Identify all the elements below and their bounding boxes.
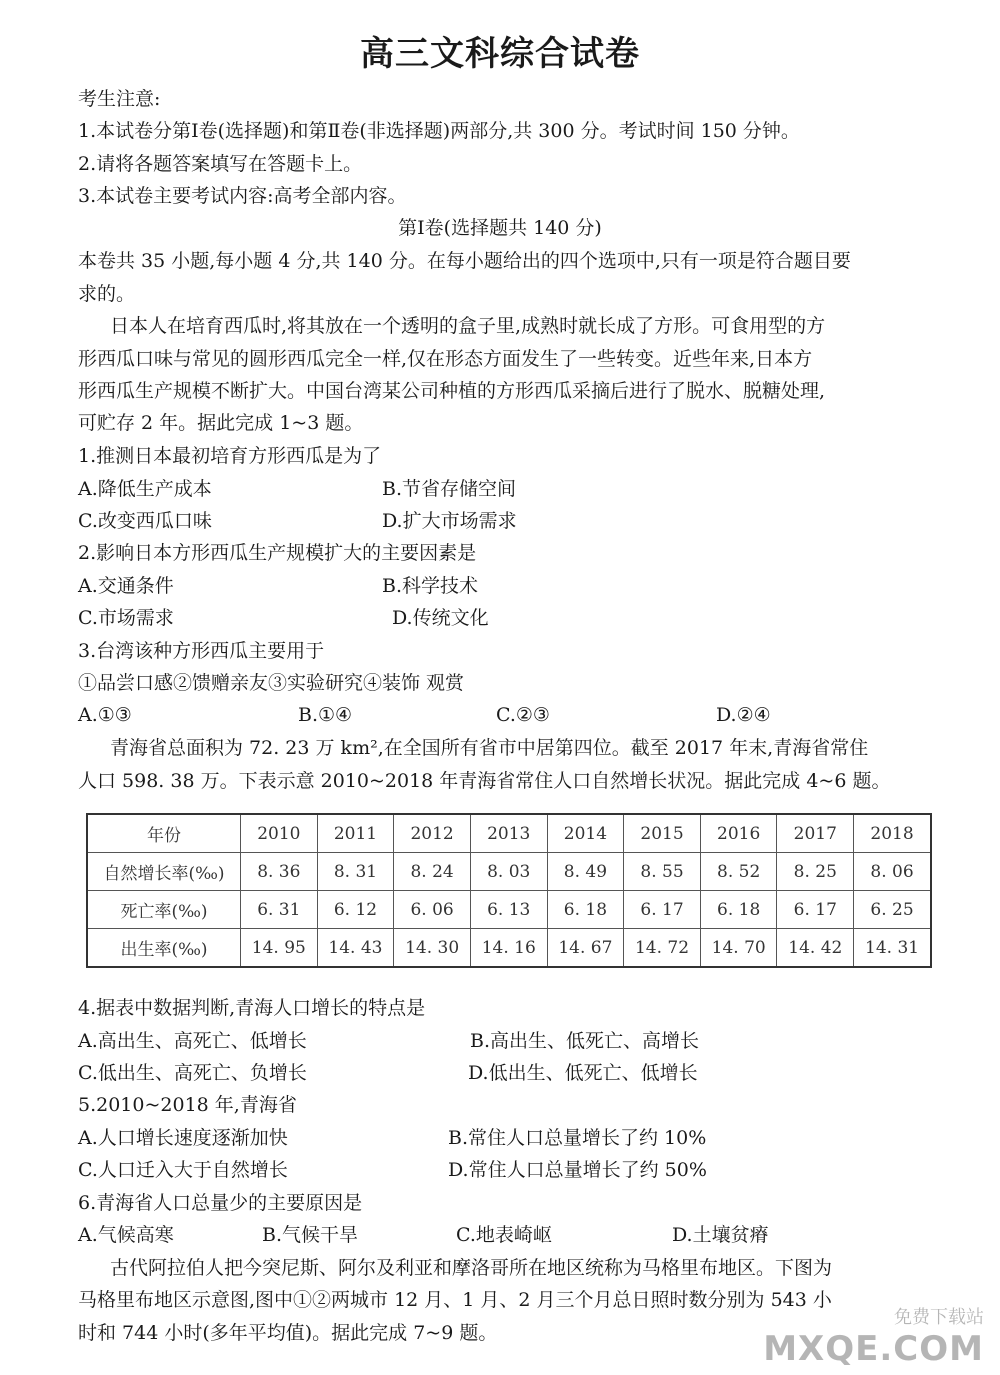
- question-stem: 4.据表中数据判断,青海人口增长的特点是: [78, 997, 426, 1019]
- section-heading: 第Ⅰ卷(选择题共 140 分): [398, 217, 602, 239]
- option-d[interactable]: D.传统文化: [392, 607, 489, 629]
- table-cell: 6. 06: [394, 891, 471, 929]
- passage-line: 可贮存 2 年。据此完成 1~3 题。: [78, 412, 364, 434]
- notice-item: 2.请将各题答案填写在答题卡上。: [78, 153, 363, 175]
- option-a[interactable]: A.①③: [78, 704, 132, 726]
- option-c[interactable]: C.市场需求: [78, 607, 174, 629]
- option-d[interactable]: D.②④: [716, 704, 771, 726]
- table-row-label: 自然增长率(‰): [87, 853, 241, 891]
- option-c[interactable]: C.人口迁入大于自然增长: [78, 1159, 288, 1181]
- watermark-domain: MXQE.COM: [763, 1329, 984, 1369]
- question-stem: 1.推测日本最初培育方形西瓜是为了: [78, 445, 382, 467]
- table-cell: 14. 31: [854, 929, 931, 968]
- watermark-subtitle: 免费下载站: [894, 1307, 984, 1328]
- table-row: [87, 853, 931, 891]
- passage-line: 古代阿拉伯人把今突尼斯、阿尔及利亚和摩洛哥所在地区统称为马格里布地区。下图为: [110, 1257, 833, 1279]
- table-cell: 8. 49: [547, 853, 624, 891]
- table-cell: 6. 31: [241, 891, 318, 929]
- table-header-cell: 2016: [700, 814, 777, 853]
- table-cell: 14. 30: [394, 929, 471, 968]
- table-row: [87, 814, 931, 853]
- passage-line: 人口 598. 38 万。下表示意 2010~2018 年青海省常住人口自然增长状况。据此完成 4~6 题。: [78, 770, 891, 792]
- table-cell: 6. 18: [700, 891, 777, 929]
- table-cell: 8. 31: [317, 853, 394, 891]
- table-cell: 8. 06: [854, 853, 931, 891]
- option-a[interactable]: A.交通条件: [78, 575, 174, 597]
- population-table: [86, 813, 932, 968]
- table-cell: 14. 42: [777, 929, 854, 968]
- table-cell: 8. 36: [241, 853, 318, 891]
- table-cell: 8. 24: [394, 853, 471, 891]
- option-a[interactable]: A.高出生、高死亡、低增长: [78, 1030, 307, 1052]
- option-c[interactable]: C.地表崎岖: [456, 1224, 552, 1246]
- table-header-cell: 2011: [317, 814, 394, 853]
- table-cell: 8. 03: [470, 853, 547, 891]
- table-cell: 14. 43: [317, 929, 394, 968]
- option-d[interactable]: D.低出生、低死亡、低增长: [468, 1062, 698, 1084]
- table-header-cell: 2018: [854, 814, 931, 853]
- table-cell: 6. 17: [777, 891, 854, 929]
- table-cell: 14. 67: [547, 929, 624, 968]
- option-d[interactable]: D.土壤贫瘠: [672, 1224, 769, 1246]
- table-cell: 8. 55: [624, 853, 701, 891]
- table-cell: 14. 70: [700, 929, 777, 968]
- table-row: [87, 891, 931, 929]
- question-stem: 3.台湾该种方形西瓜主要用于: [78, 640, 325, 662]
- passage-line: 青海省总面积为 72. 23 万 km²,在全国所有省市中居第四位。截至 2017 年末,青海省常住: [110, 737, 869, 759]
- option-b[interactable]: B.高出生、低死亡、高增长: [470, 1030, 700, 1052]
- option-b[interactable]: B.节省存储空间: [382, 478, 517, 500]
- question-stem: 5.2010~2018 年,青海省: [78, 1094, 297, 1116]
- option-d[interactable]: D.常住人口总量增长了约 50%: [448, 1159, 707, 1181]
- passage-line: 时和 744 小时(多年平均值)。据此完成 7~9 题。: [78, 1322, 498, 1344]
- table-cell: 14. 16: [470, 929, 547, 968]
- table-header-cell: 2012: [394, 814, 471, 853]
- table-header-cell: 2014: [547, 814, 624, 853]
- table-cell: 6. 13: [470, 891, 547, 929]
- question-items: ①品尝口感②馈赠亲友③实验研究④装饰 观赏: [78, 672, 465, 694]
- option-c[interactable]: C.②③: [496, 704, 550, 726]
- question-stem: 6.青海省人口总量少的主要原因是: [78, 1192, 363, 1214]
- section-instructions: 本卷共 35 小题,每小题 4 分,共 140 分。在每小题给出的四个选项中,只有一项是符合题目要: [78, 250, 851, 272]
- table-row-label: 死亡率(‰): [87, 891, 241, 929]
- table-cell: 6. 12: [317, 891, 394, 929]
- table-cell: 6. 17: [624, 891, 701, 929]
- option-b[interactable]: B.科学技术: [382, 575, 479, 597]
- table-row-label: 出生率(‰): [87, 929, 241, 968]
- option-c[interactable]: C.改变西瓜口味: [78, 510, 212, 532]
- option-b[interactable]: B.①④: [298, 704, 353, 726]
- table-header-cell: 2015: [624, 814, 701, 853]
- notice-item: 1.本试卷分第Ⅰ卷(选择题)和第Ⅱ卷(非选择题)两部分,共 300 分。考试时间 150 分钟。: [78, 120, 800, 142]
- table-header-cell: 2017: [777, 814, 854, 853]
- passage-line: 马格里布地区示意图,图中①②两城市 12 月、1 月、2 月三个月总日照时数分别为 543 小: [78, 1289, 832, 1311]
- notice-item: 3.本试卷主要考试内容:高考全部内容。: [78, 185, 407, 207]
- table-header-cell: 年份: [87, 814, 241, 853]
- passage-line: 形西瓜口味与常见的圆形西瓜完全一样,仅在形态方面发生了一些转变。近些年来,日本方: [78, 348, 813, 370]
- option-b[interactable]: B.气候干旱: [262, 1224, 359, 1246]
- option-c[interactable]: C.低出生、高死亡、负增长: [78, 1062, 307, 1084]
- option-a[interactable]: A.气候高寒: [78, 1224, 174, 1246]
- table-cell: 6. 25: [854, 891, 931, 929]
- table-cell: 14. 95: [241, 929, 318, 968]
- option-a[interactable]: A.降低生产成本: [78, 478, 212, 500]
- option-b[interactable]: B.常住人口总量增长了约 10%: [448, 1127, 707, 1149]
- section-instructions: 求的。: [78, 283, 136, 305]
- table-header-cell: 2013: [470, 814, 547, 853]
- table-cell: 8. 25: [777, 853, 854, 891]
- question-stem: 2.影响日本方形西瓜生产规模扩大的主要因素是: [78, 542, 477, 564]
- table-header-cell: 2010: [241, 814, 318, 853]
- option-a[interactable]: A.人口增长速度逐渐加快: [78, 1127, 288, 1149]
- table-row: [87, 929, 931, 968]
- site-watermark: [763, 1303, 984, 1369]
- page-title: 高三文科综合试卷: [360, 34, 640, 74]
- passage-line: 形西瓜生产规模不断扩大。中国台湾某公司种植的方形西瓜采摘后进行了脱水、脱糖处理,: [78, 380, 826, 402]
- table-cell: 14. 72: [624, 929, 701, 968]
- table-cell: 6. 18: [547, 891, 624, 929]
- option-d[interactable]: D.扩大市场需求: [382, 510, 517, 532]
- passage-line: 日本人在培育西瓜时,将其放在一个透明的盒子里,成熟时就长成了方形。可食用型的方: [110, 315, 826, 337]
- table-cell: 8. 52: [700, 853, 777, 891]
- notice-heading: 考生注意:: [78, 88, 161, 110]
